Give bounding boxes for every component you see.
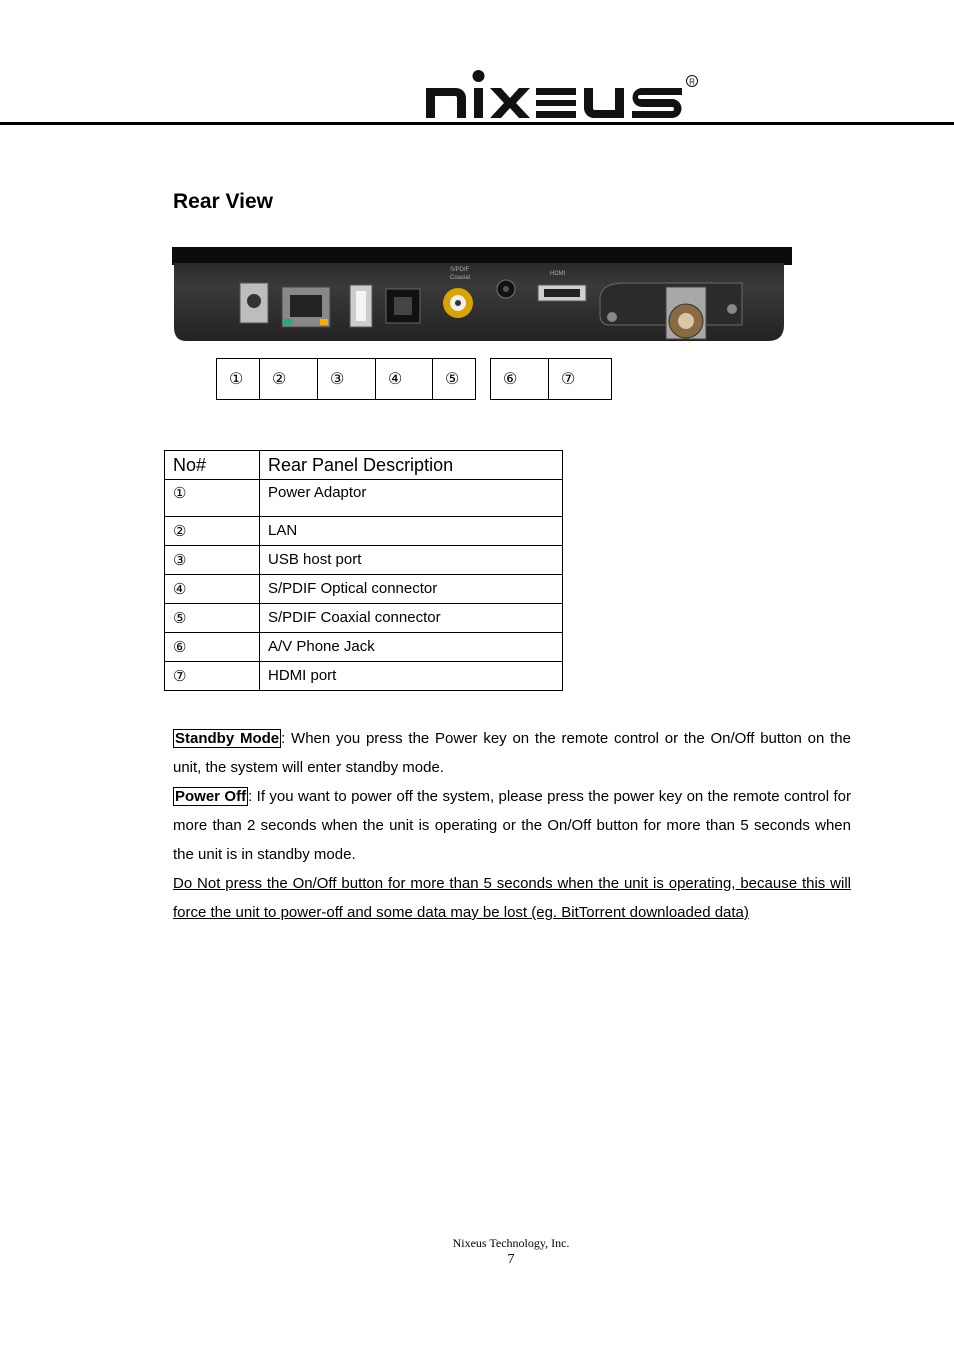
callout-group-1 xyxy=(216,358,476,400)
table-row xyxy=(165,633,563,662)
callout-6: ⑥ xyxy=(491,359,549,399)
table-row xyxy=(165,575,563,604)
power-off-paragraph xyxy=(173,782,851,869)
page-number: 7 xyxy=(507,1252,515,1267)
nixeus-logo xyxy=(420,66,710,126)
table-header-row xyxy=(165,451,563,480)
table-row xyxy=(165,480,563,517)
svg-text:HDMI: HDMI xyxy=(550,271,566,277)
row-description: LAN xyxy=(260,517,563,546)
callout-7: ⑦ xyxy=(561,369,576,388)
callout-group-2 xyxy=(490,358,612,400)
power-off-label: Power Off xyxy=(175,788,247,805)
warning-text: Do Not press the On/Off button for more than 5 seconds when the unit is operating, because this will force the unit to power-off and some data may be lost (eg. BitTorrent downloaded data) xyxy=(173,875,851,921)
row-number: ② xyxy=(165,517,260,546)
row-description: S/PDIF Optical connector xyxy=(260,575,563,604)
row-description: A/V Phone Jack xyxy=(260,633,563,662)
row-description: HDMI port xyxy=(260,662,563,691)
section-title: Rear View xyxy=(173,190,274,213)
standby-paragraph xyxy=(173,724,851,782)
row-number: ⑥ xyxy=(165,633,260,662)
standby-label: Standby Mode xyxy=(175,730,280,747)
table-row xyxy=(165,662,563,691)
header-description: Rear Panel Description xyxy=(260,451,563,480)
row-number: ③ xyxy=(165,546,260,575)
registered-mark: R xyxy=(689,77,695,87)
callout-3: ③ xyxy=(318,359,376,399)
row-description: Power Adaptor xyxy=(260,480,563,517)
rear-panel-table xyxy=(164,450,563,691)
callout-5: ⑤ xyxy=(445,369,460,388)
table-row xyxy=(165,517,563,546)
power-off-text: : If you want to power off the system, please press the power key on the remote control for more than 2 seconds when the unit is operating or the On/Off button for more than 5 seconds when the unit is in standby mode. xyxy=(173,788,851,863)
device-rear-photo xyxy=(172,247,792,343)
table-row xyxy=(165,546,563,575)
row-number: ⑦ xyxy=(165,662,260,691)
row-description: S/PDIF Coaxial connector xyxy=(260,604,563,633)
callout-1: ① xyxy=(217,359,260,399)
svg-text:Coaxial: Coaxial xyxy=(450,275,471,281)
row-description: USB host port xyxy=(260,546,563,575)
row-number: ⑤ xyxy=(165,604,260,633)
row-number: ① xyxy=(165,480,260,517)
callout-4: ④ xyxy=(376,359,433,399)
table-row xyxy=(165,604,563,633)
footer-company: Nixeus Technology, Inc. xyxy=(452,1236,570,1250)
svg-text:S/PDIF: S/PDIF xyxy=(450,267,470,273)
callout-2: ② xyxy=(260,359,318,399)
header-number: No# xyxy=(165,451,260,480)
standby-text: : When you press the Power key on the remote control or the On/Off button on the unit, the system will enter standby mode. xyxy=(173,730,851,776)
body-text xyxy=(173,724,851,927)
row-number: ④ xyxy=(165,575,260,604)
header-rule xyxy=(0,122,954,125)
